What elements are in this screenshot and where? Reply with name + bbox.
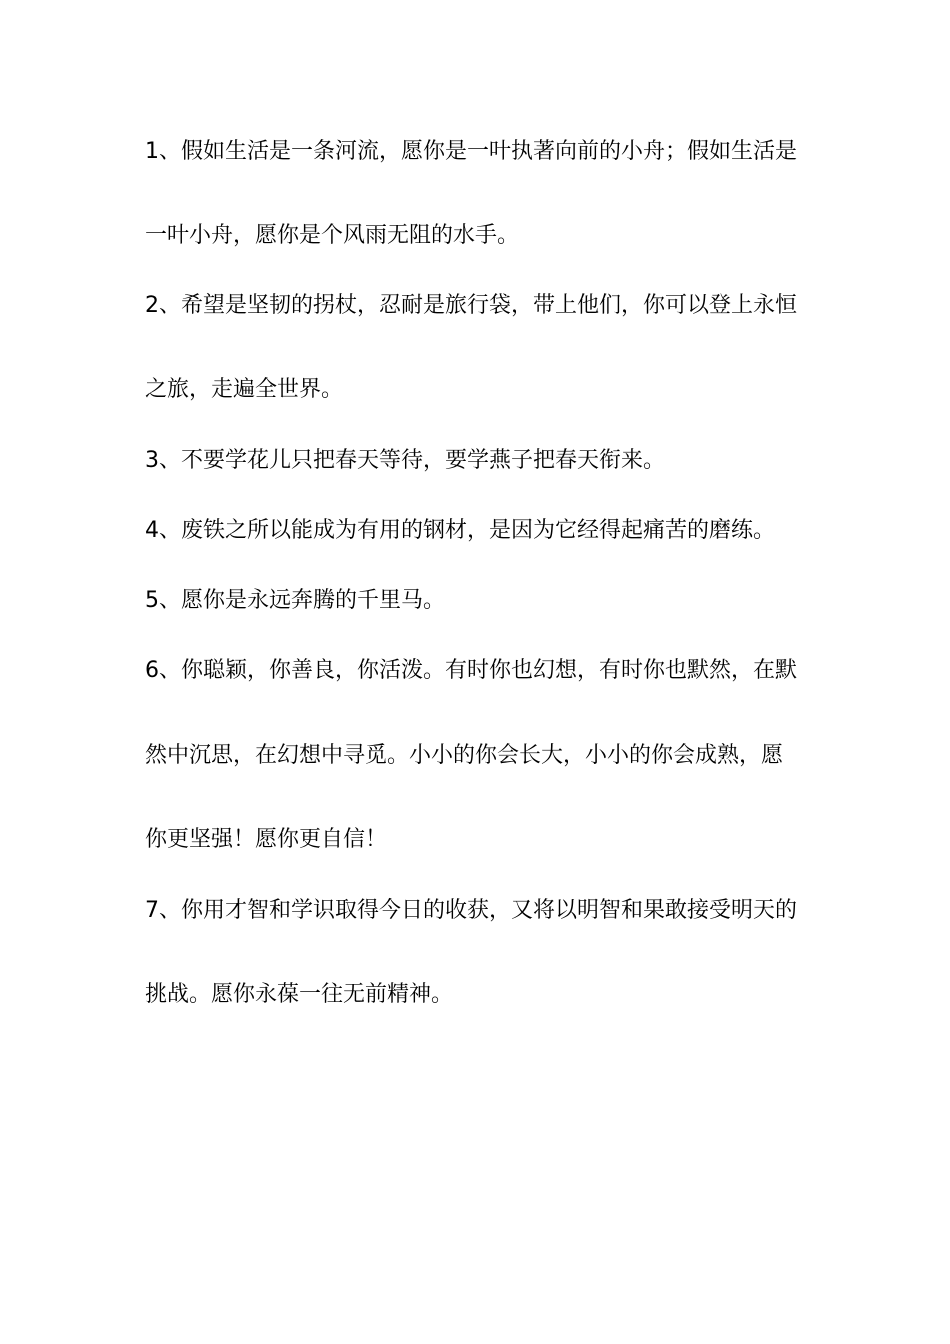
- text-line-item-3: 3、不要学花儿只把春天等待，要学燕子把春天衔来。: [145, 448, 665, 473]
- text-line-item-2: 2、希望是坚韧的拐杖，忍耐是旅行袋，带上他们，你可以登上永恒: [145, 293, 797, 318]
- text-line-item-6-cont-2: 你更坚强！愿你更自信！: [145, 827, 388, 852]
- text-line-item-4: 4、废铁之所以能成为有用的钢材，是因为它经得起痛苦的磨练。: [145, 518, 775, 543]
- text-line-item-6-cont-1: 然中沉思，在幻想中寻觅。小小的你会长大，小小的你会成熟，愿: [145, 743, 784, 768]
- text-line-item-7: 7、你用才智和学识取得今日的收获，又将以明智和果敢接受明天的: [145, 898, 797, 923]
- text-line-item-1: 1、假如生活是一条河流，愿你是一叶执著向前的小舟；假如生活是: [145, 139, 797, 164]
- text-line-item-6: 6、你聪颖，你善良，你活泼。有时你也幻想，有时你也默然，在默: [145, 658, 797, 683]
- text-line-item-1-cont: 一叶小舟，愿你是个风雨无阻的水手。: [145, 223, 520, 248]
- text-line-item-2-cont: 之旅，走遍全世界。: [145, 377, 344, 402]
- text-line-item-5: 5、愿你是永远奔腾的千里马。: [145, 588, 445, 613]
- text-line-item-7-cont: 挑战。愿你永葆一往无前精神。: [145, 982, 454, 1007]
